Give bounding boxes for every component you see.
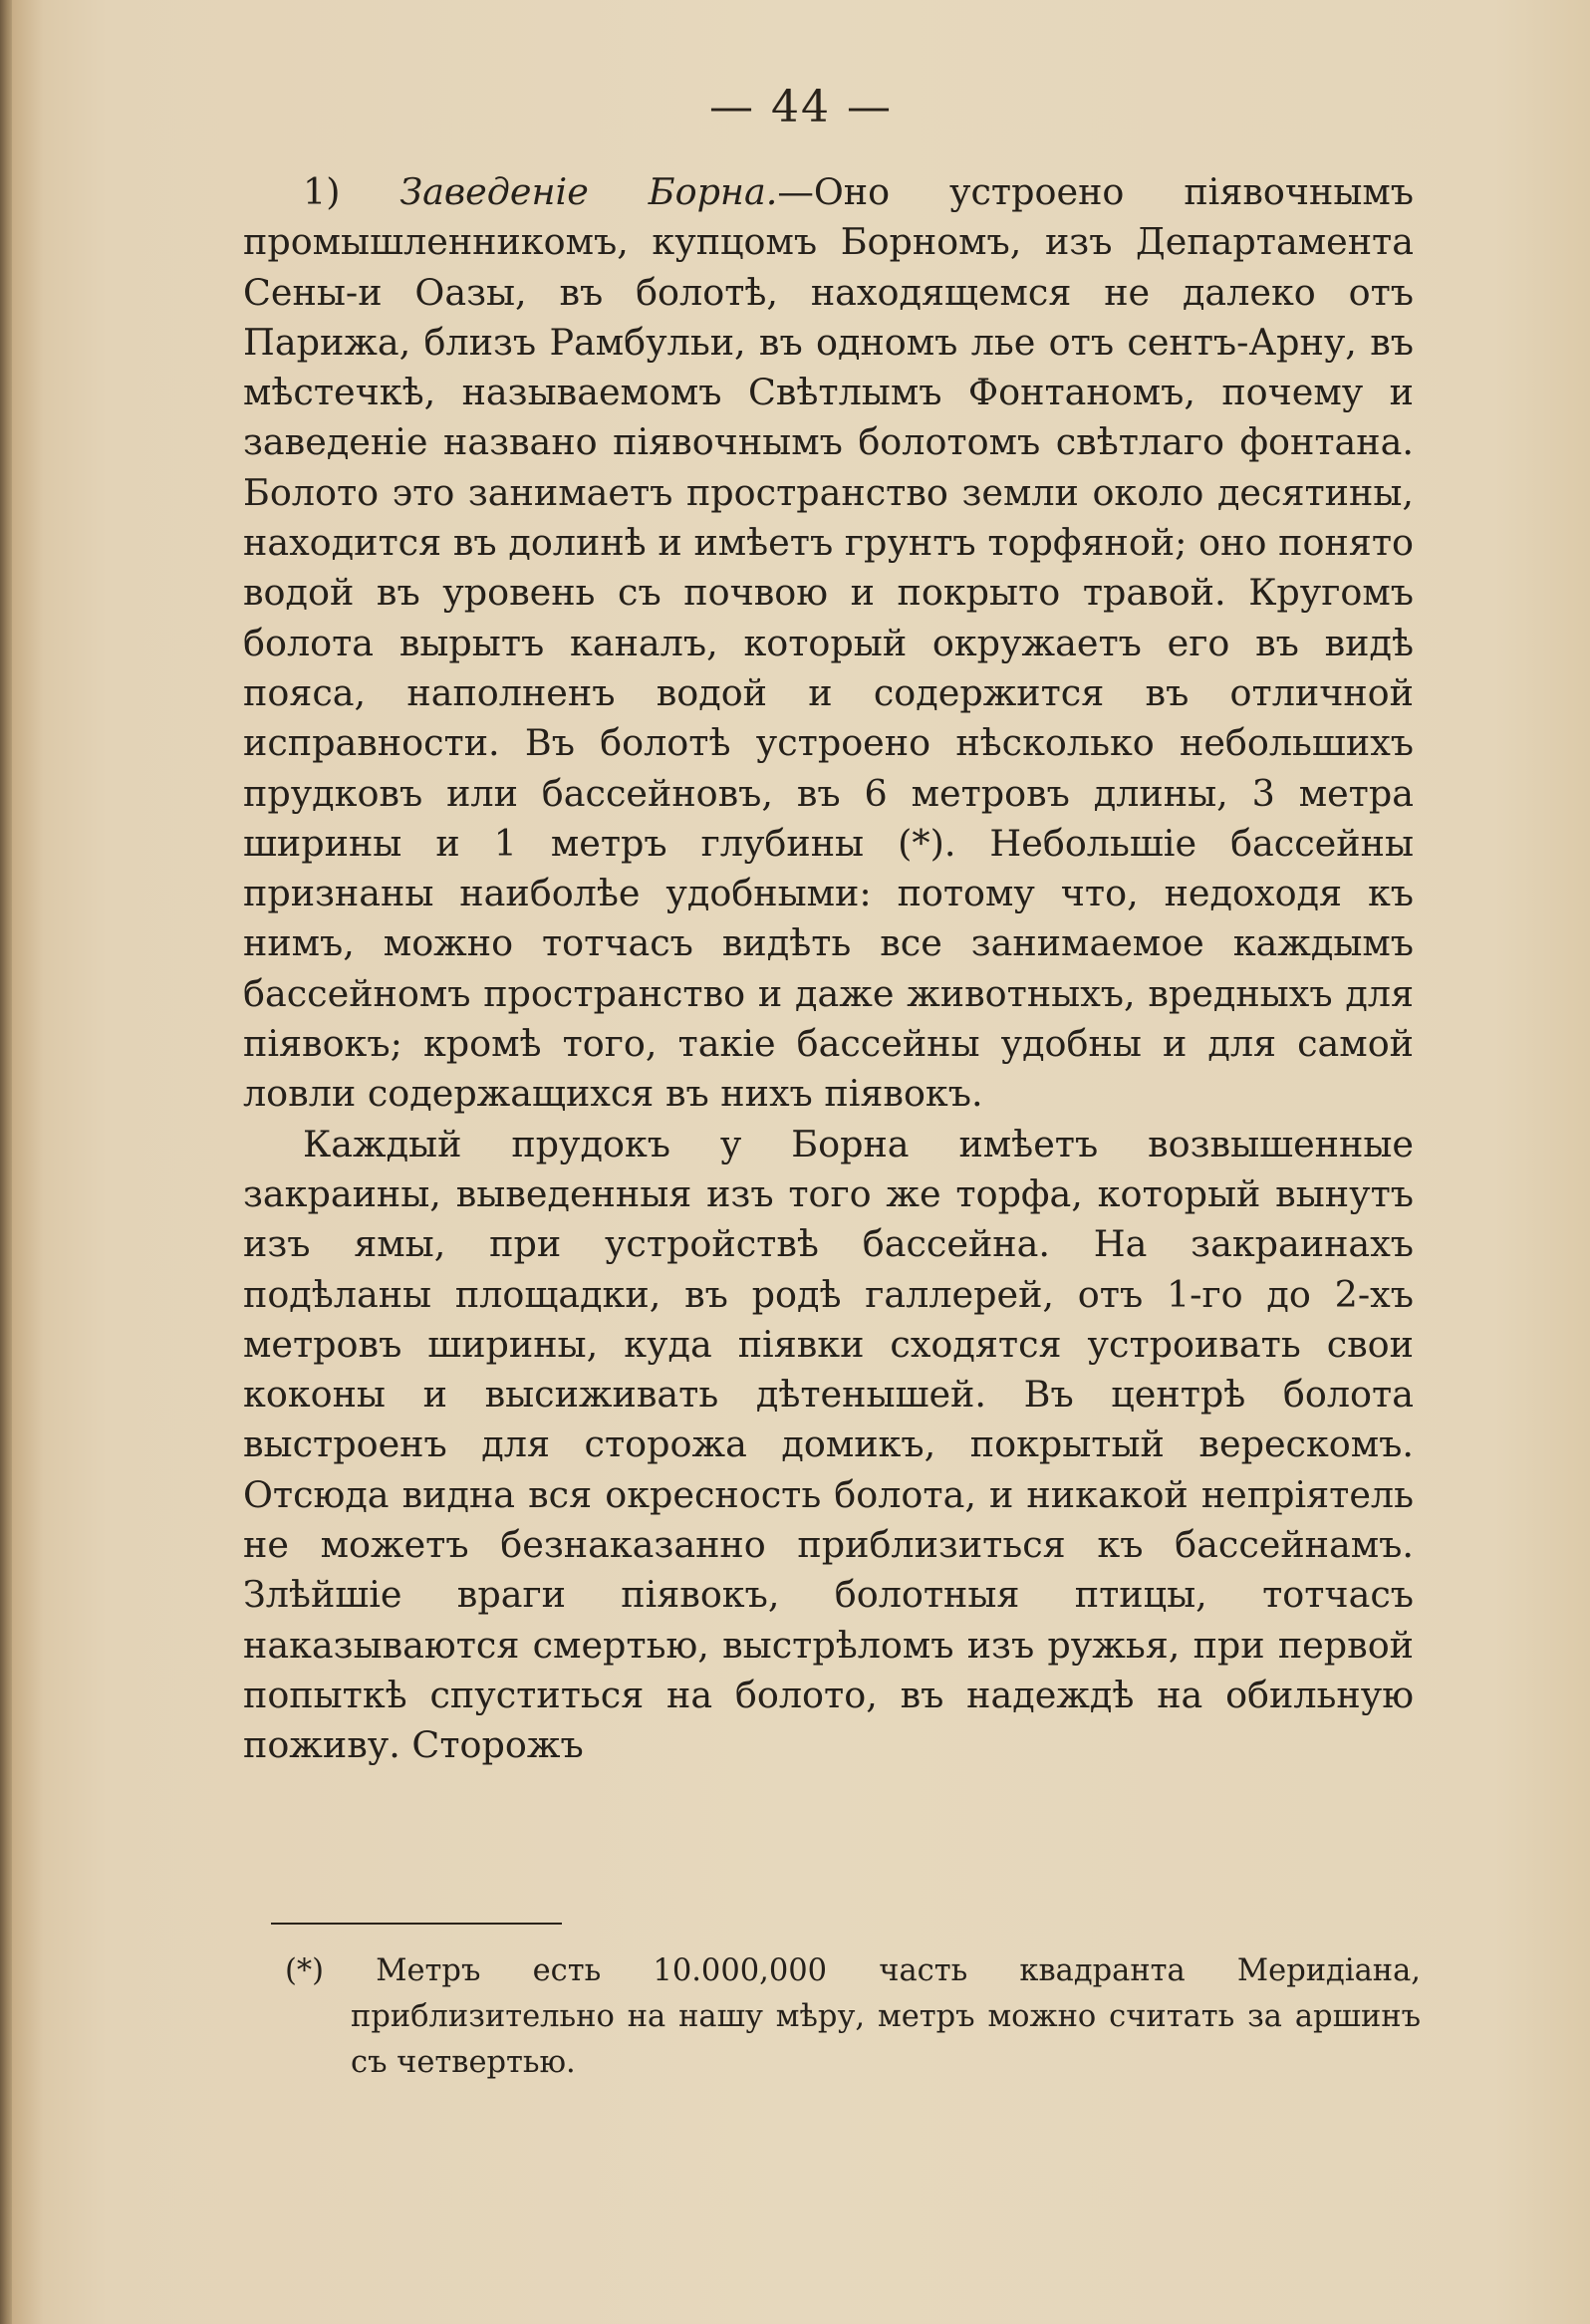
paragraph-text: —Оно устроено піявочнымъ промышленникомъ, купцомъ Борномъ, изъ Департамента Сены-и Оазы, въ болотѣ, находящемся не далеко отъ Парижа, близъ Рамбульи, въ одномъ лье отъ сентъ-Арну, въ мѣстечкѣ, называемомъ Свѣтлымъ Фонтаномъ, почему и заведеніе названо піявочнымъ болотомъ свѣтлаго фонтана. Болото это занимаетъ пространство земли около десятины, находится въ долинѣ и имѣетъ грунтъ торфяной; оно понято водой въ уровень съ почвою и покрыто травой. Кругомъ болота вырытъ каналъ, который окружаетъ его въ видѣ пояса, наполненъ водой и содержится въ отличной исправности. Въ болотѣ устроено нѣсколько небольшихъ прудковъ или бассейновъ, въ 6 метровъ длины, 3 метра ширины и 1 метръ глубины (*). Небольшіе бассейны признаны наиболѣе удобными: потому что, недоходя къ нимъ, можно тотчасъ видѣть все занимаемое каждымъ бассейномъ пространство и даже животныхъ, вредныхъ для піявокъ; кромѣ того, такіе бассейны удобны и для самой ловли содержащихся въ нихъ піявокъ. bbox=[243, 170, 1414, 1116]
section-heading-italic: Заведеніе Борна. bbox=[399, 170, 778, 213]
paragraph-text: Каждый прудокъ у Борна имѣетъ возвышенные закраины, выведенныя изъ того же торфа, который вынутъ изъ ямы, при устройствѣ бассейна. На закраинахъ подѣланы площадки, въ родѣ галлерей, отъ 1-го до 2-хъ метровъ ширины, куда піявки сходятся устроивать свои коконы и высиживать дѣтенышей. Въ центрѣ болота выстроенъ для сторожа домикъ, покрытый верескомъ. Отсюда видна вся окресность болота, и никакой непріятель не можетъ безнаказанно приблизиться къ бассейнамъ. Злѣйшіе враги піявокъ, болотныя птицы, тотчасъ наказываются смертью, выстрѣломъ изъ ружья, при первой попыткѣ спуститься на болото, въ надеждѣ на обильную поживу. Сторожъ bbox=[243, 1122, 1414, 1767]
footnote-divider bbox=[271, 1923, 562, 1925]
footnote bbox=[285, 1948, 1421, 2086]
page-number: — 44 — bbox=[709, 82, 893, 132]
main-text bbox=[243, 167, 1414, 1771]
book-spine-edge bbox=[0, 0, 12, 2324]
book-page bbox=[12, 0, 1590, 2324]
paragraph-lead-number: 1) bbox=[303, 170, 400, 213]
paragraph-zavedenie-borna bbox=[243, 167, 1414, 1120]
footnote-text: (*) Метръ есть 10.000,000 часть квадранта Меридіана, приблизительно на нашу мѣру, метръ можно считать за аршинъ съ четвертью. bbox=[285, 1953, 1421, 2080]
paragraph-prudok bbox=[243, 1120, 1414, 1771]
